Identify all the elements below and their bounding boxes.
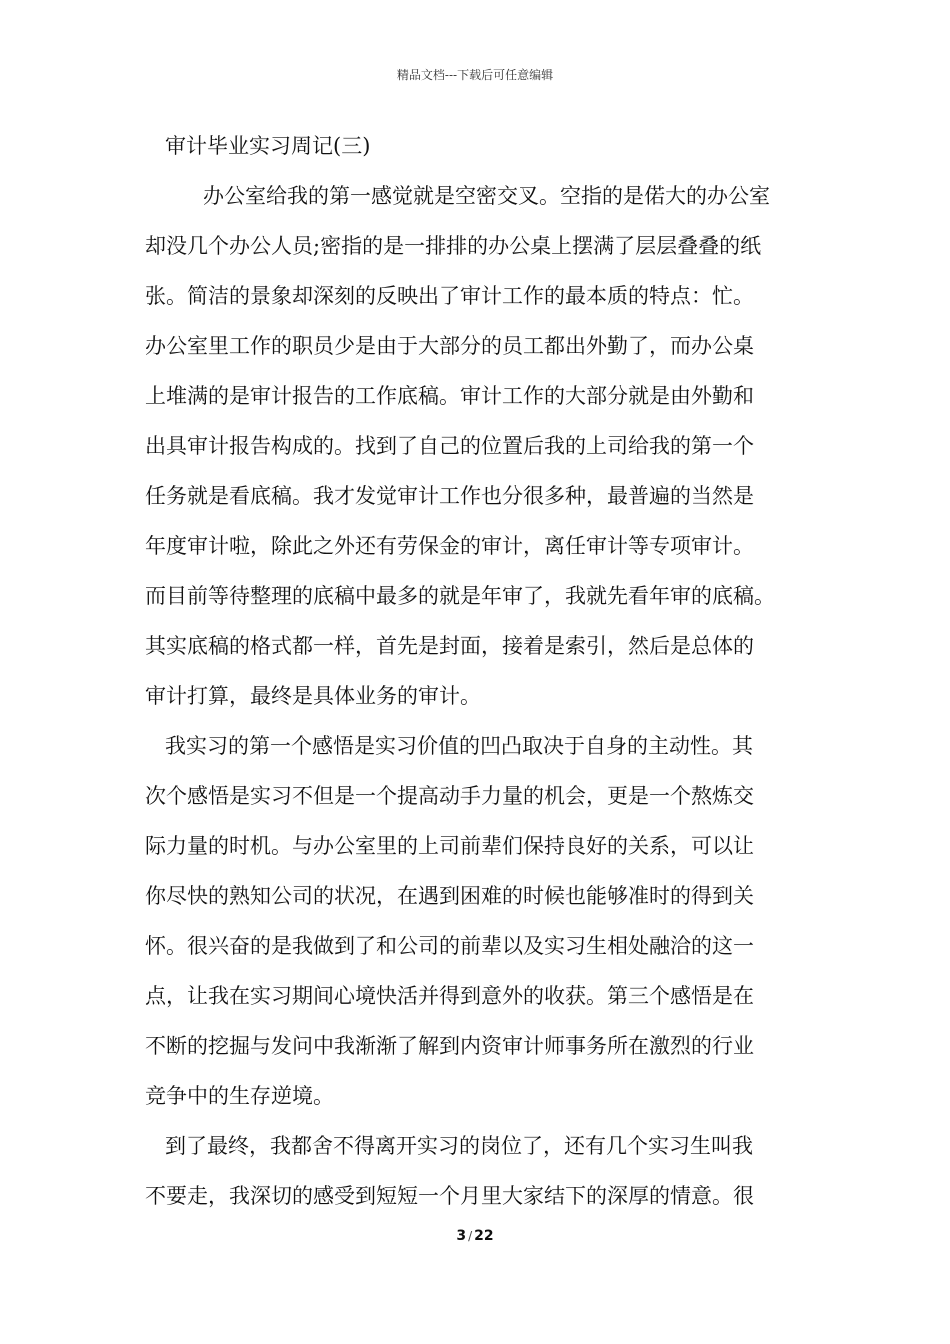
total-pages: 22 xyxy=(474,1228,494,1244)
text-line: 而目前等待整理的底稿中最多的就是年审了，我就先看年审的底稿。 xyxy=(145,584,775,608)
page-header: 精品文档---下载后可任意编辑 xyxy=(396,68,554,82)
text-line: 办公室给我的第一感觉就是空密交叉。空指的是偌大的办公室 xyxy=(203,184,770,208)
text-line: 却没几个办公人员;密指的是一排排的办公桌上摆满了层层叠叠的纸 xyxy=(145,234,762,258)
text-line: 其实底稿的格式都一样，首先是封面，接着是索引，然后是总体的 xyxy=(145,634,754,658)
text-line: 际力量的时机。与办公室里的上司前辈们保持良好的关系，可以让 xyxy=(145,834,754,858)
text-line: 不断的挖掘与发问中我渐渐了解到内资审计师事务所在激烈的行业 xyxy=(145,1034,754,1058)
text-line: 张。简洁的景象却深刻的反映出了审计工作的最本质的特点：忙。 xyxy=(145,284,754,308)
text-line: 审计打算，最终是具体业务的审计。 xyxy=(145,684,481,708)
text-line: 到了最终，我都舍不得离开实习的岗位了，还有几个实习生叫我 xyxy=(165,1134,753,1158)
page-number xyxy=(0,1228,950,1244)
text-line: 任务就是看底稿。我才发觉审计工作也分很多种，最普遍的当然是 xyxy=(145,484,754,508)
text-line: 不要走，我深切的感受到短短一个月里大家结下的深厚的情意。很 xyxy=(145,1184,754,1208)
text-line: 竞争中的生存逆境。 xyxy=(145,1084,334,1108)
text-line: 你尽快的熟知公司的状况，在遇到困难的时候也能够准时的得到关 xyxy=(145,884,754,908)
text-line: 上堆满的是审计报告的工作底稿。审计工作的大部分就是由外勤和 xyxy=(145,384,754,408)
text-line: 办公室里工作的职员少是由于大部分的员工都出外勤了，而办公桌 xyxy=(145,334,754,358)
current-page: 3 xyxy=(456,1228,467,1244)
text-line: 我实习的第一个感悟是实习价值的凹凸取决于自身的主动性。其 xyxy=(165,734,753,758)
text-line: 次个感悟是实习不但是一个提高动手力量的机会，更是一个熬炼交 xyxy=(145,784,754,808)
text-line: 出具审计报告构成的。找到了自己的位置后我的上司给我的第一个 xyxy=(145,434,754,458)
document-title: 审计毕业实习周记(三) xyxy=(165,134,371,158)
page-separator: / xyxy=(468,1229,473,1243)
text-line: 点，让我在实习期间心境快活并得到意外的收获。第三个感悟是在 xyxy=(145,984,754,1008)
text-line: 怀。很兴奋的是我做到了和公司的前辈以及实习生相处融洽的这一 xyxy=(145,934,754,958)
text-line: 年度审计啦，除此之外还有劳保金的审计，离任审计等专项审计。 xyxy=(145,534,754,558)
